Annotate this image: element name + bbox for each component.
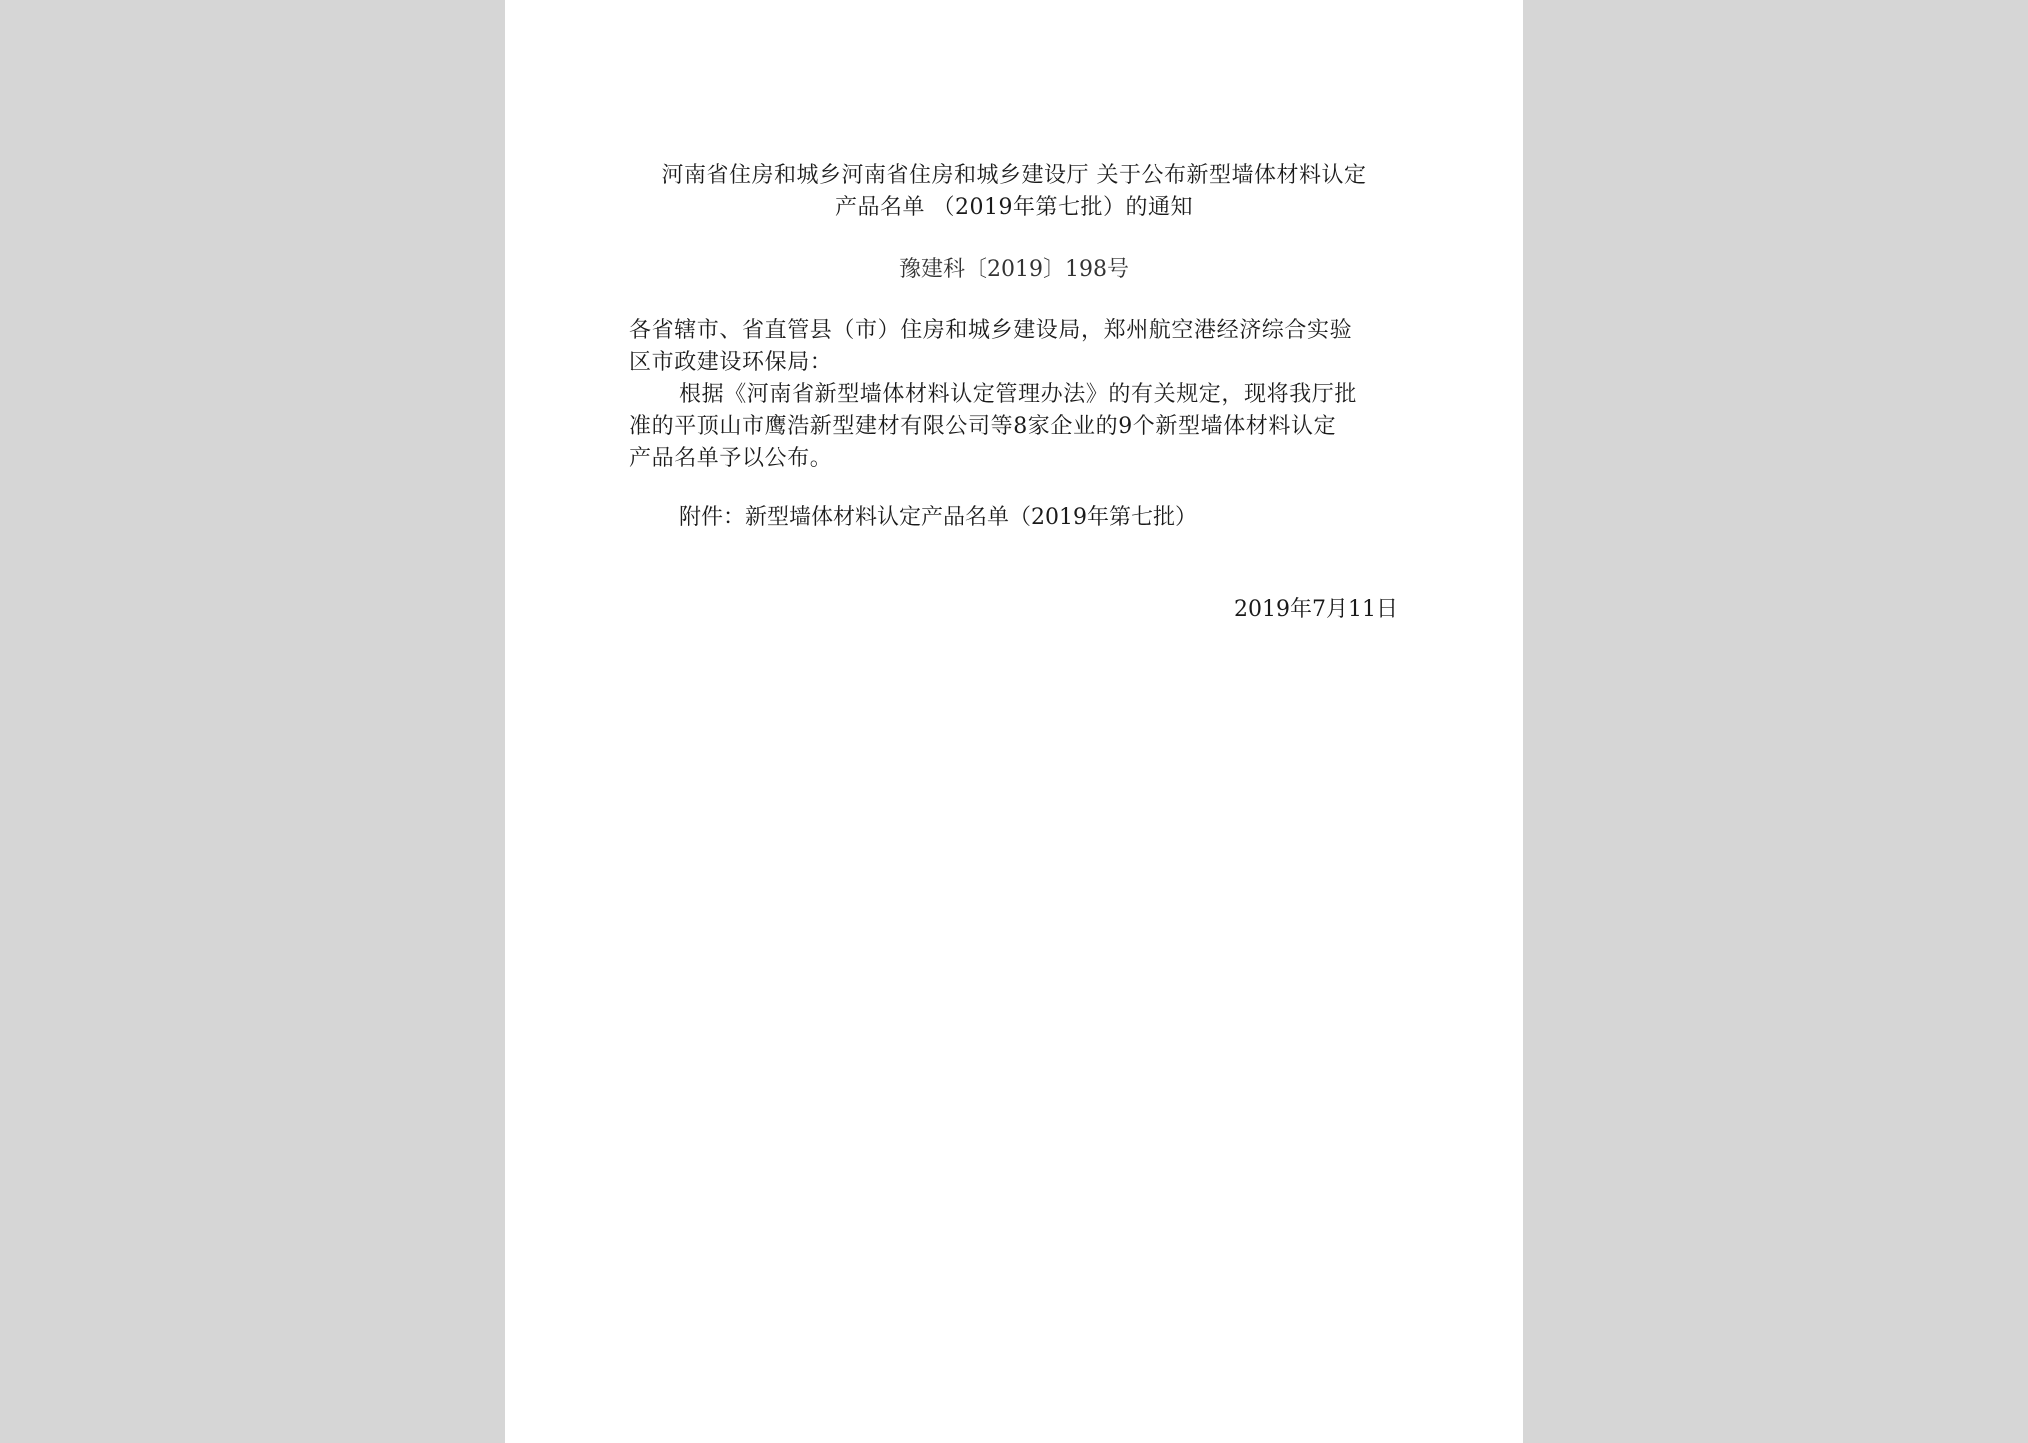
document-page xyxy=(505,0,1523,1443)
document-title-line-1: 河南省住房和城乡河南省住房和城乡建设厅 关于公布新型墙体材料认定 xyxy=(661,163,1367,188)
document-number: 豫建科〔2019〕198号 xyxy=(899,257,1129,282)
addressee-line-1: 各省辖市、省直管县（市）住房和城乡建设局，郑州航空港经济综合实验 xyxy=(629,318,1353,343)
addressee-line-2: 区市政建设环保局： xyxy=(629,350,833,375)
body-paragraph-line-2: 准的平顶山市鹰浩新型建材有限公司等8家企业的9个新型墙体材料认定 xyxy=(629,414,1337,439)
body-paragraph-line-3: 产品名单予以公布。 xyxy=(629,446,833,471)
document-title-line-2: 产品名单 （2019年第七批）的通知 xyxy=(835,195,1193,220)
body-paragraph-line-1: 根据《河南省新型墙体材料认定管理办法》的有关规定，现将我厅批 xyxy=(679,382,1358,407)
attachment-line: 附件：新型墙体材料认定产品名单（2019年第七批） xyxy=(679,505,1197,530)
document-date: 2019年7月11日 xyxy=(1234,597,1398,622)
